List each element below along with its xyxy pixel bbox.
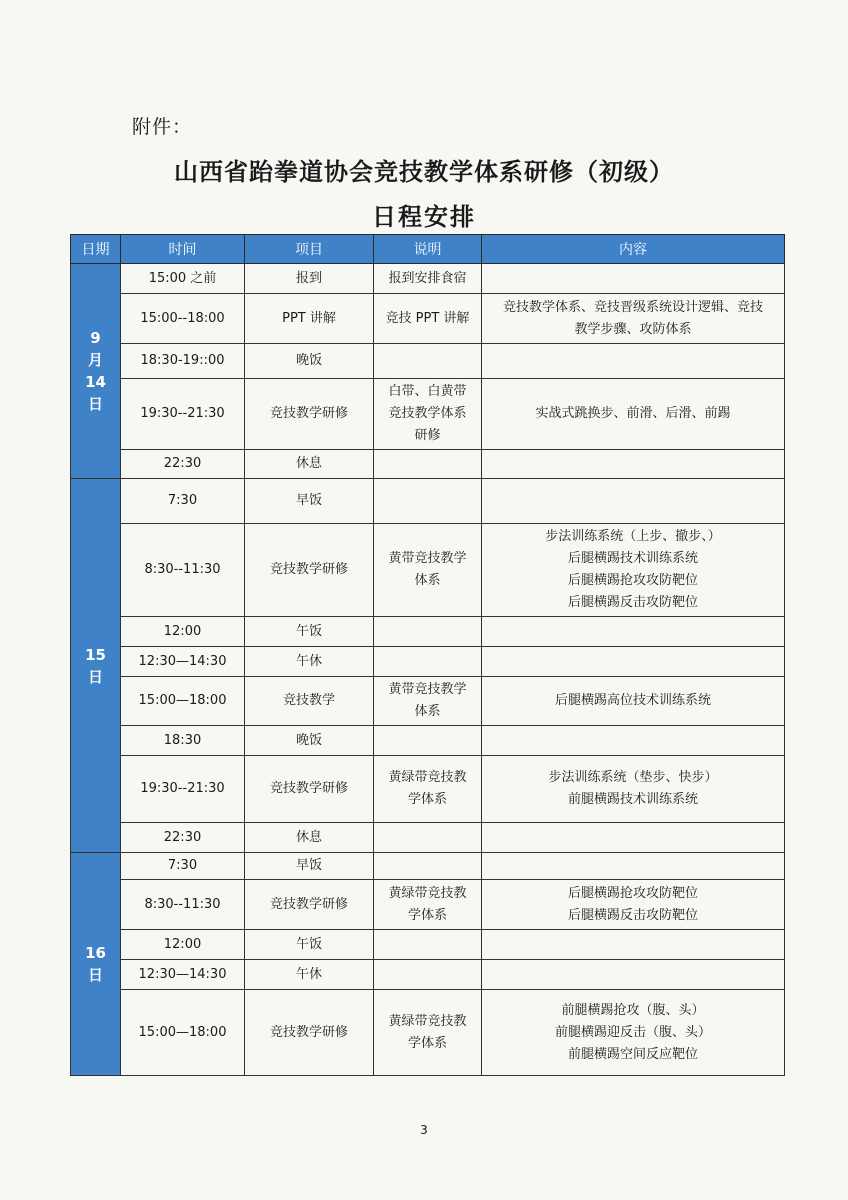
note-cell (374, 990, 482, 1076)
item-cell: 午饭 (245, 930, 374, 960)
schedule-body (71, 264, 785, 1076)
item-cell: 早饭 (245, 479, 374, 524)
content-line: 步法训练系统（垫步、快步） (548, 770, 718, 785)
note-line: 体系 (414, 704, 441, 719)
header-time: 时间 (121, 235, 245, 264)
table-row (71, 990, 785, 1076)
note-line: 报到安排食宿 (388, 270, 467, 286)
date-text: 14 (85, 373, 106, 391)
note-cell (374, 677, 482, 726)
content-cell (482, 294, 785, 344)
item-cell: 竞技教学 (245, 677, 374, 726)
note-cell (374, 379, 482, 450)
item-cell: 竞技教学研修 (245, 379, 374, 450)
time-cell: 8:30--11:30 (121, 524, 245, 617)
header-date: 日期 (71, 235, 121, 264)
content-line: 后腿横踢抢攻攻防靶位 (567, 573, 698, 588)
content-cell (482, 450, 785, 479)
time-cell: 12:30—14:30 (121, 647, 245, 677)
item-cell: PPT 讲解 (245, 294, 374, 344)
note-line: 黄带竞技教学 (388, 551, 467, 566)
content-line: 前腿横踢技术训练系统 (567, 792, 698, 807)
date-text: 日 (87, 966, 103, 984)
note-line: 白带、白黄带 (388, 384, 467, 399)
time-cell: 19:30--21:30 (121, 756, 245, 823)
document-subtitle: 日程安排 (372, 203, 476, 231)
item-cell: 早饭 (245, 853, 374, 880)
table-row (71, 880, 785, 930)
time-cell: 15:00 之前 (121, 264, 245, 294)
content-line: 竞技教学体系、竞技晋级系统设计逻辑、竞技 (502, 299, 763, 315)
date-text: 月 (87, 351, 103, 369)
table-row (71, 756, 785, 823)
item-cell: 午饭 (245, 617, 374, 647)
item-cell: 休息 (245, 450, 374, 479)
time-cell: 15:00--18:00 (121, 294, 245, 344)
note-cell (374, 960, 482, 990)
date-text: 日 (87, 395, 103, 413)
content-cell (482, 617, 785, 647)
content-cell (482, 930, 785, 960)
time-cell: 7:30 (121, 853, 245, 880)
content-line: 实战式跳换步、前滑、后滑、前踢 (535, 406, 731, 421)
note-cell (374, 853, 482, 880)
schedule-table (70, 234, 785, 1076)
table-row (71, 930, 785, 960)
content-line: 教学步骤、攻防体系 (574, 321, 692, 337)
item-cell: 午休 (245, 647, 374, 677)
content-cell (482, 264, 785, 294)
note-cell (374, 617, 482, 647)
content-line: 步法训练系统（上步、撤步、） (545, 529, 721, 544)
note-cell (374, 264, 482, 294)
content-line: 后腿横踢高位技术训练系统 (554, 693, 711, 708)
content-cell (482, 726, 785, 756)
table-row (71, 524, 785, 617)
note-line: 研修 (414, 428, 441, 443)
table-row (71, 677, 785, 726)
table-row (71, 344, 785, 379)
table-row (71, 647, 785, 677)
note-line: 学体系 (407, 907, 447, 923)
time-cell: 15:00—18:00 (121, 677, 245, 726)
time-cell: 19:30--21:30 (121, 379, 245, 450)
time-cell: 7:30 (121, 479, 245, 524)
attachment-label: 附件： (132, 116, 193, 138)
content-line: 后腿横踢技术训练系统 (567, 551, 698, 566)
note-cell (374, 524, 482, 617)
note-line: 竞技教学体系 (388, 406, 467, 421)
header-row (71, 235, 785, 264)
content-cell (482, 756, 785, 823)
date-text: 日 (87, 667, 103, 686)
note-line: 学体系 (407, 1035, 447, 1051)
content-cell (482, 344, 785, 379)
page-number: 3 (420, 1123, 428, 1137)
note-cell (374, 450, 482, 479)
note-cell (374, 344, 482, 379)
note-line: 竞技 PPT 讲解 (385, 310, 470, 326)
time-cell: 12:00 (121, 930, 245, 960)
content-line: 前腿横踢抢攻（腹、头） (561, 1002, 705, 1018)
content-line: 后腿横踢反击攻防靶位 (567, 907, 698, 923)
content-cell (482, 479, 785, 524)
note-cell (374, 479, 482, 524)
note-cell (374, 294, 482, 344)
header-note: 说明 (374, 235, 482, 264)
table-row (71, 960, 785, 990)
note-line: 黄绿带竞技教 (388, 885, 467, 901)
date-text: 15 (85, 645, 106, 664)
content-cell (482, 524, 785, 617)
item-cell: 竞技教学研修 (245, 524, 374, 617)
time-cell: 22:30 (121, 823, 245, 853)
date-cell (71, 264, 121, 479)
time-cell: 12:30—14:30 (121, 960, 245, 990)
content-line: 前腿横踢空间反应靶位 (567, 1046, 698, 1062)
note-cell (374, 647, 482, 677)
date-cell (71, 853, 121, 1076)
time-cell: 18:30 (121, 726, 245, 756)
time-cell: 15:00—18:00 (121, 990, 245, 1076)
content-cell (482, 379, 785, 450)
note-line: 黄绿带竞技教 (388, 770, 467, 785)
note-cell (374, 930, 482, 960)
content-cell (482, 853, 785, 880)
table-row (71, 264, 785, 294)
note-cell (374, 726, 482, 756)
time-cell: 18:30-19::00 (121, 344, 245, 379)
document-title: 山西省跆拳道协会竞技教学体系研修（初级） (174, 158, 674, 186)
note-line: 体系 (414, 573, 441, 588)
item-cell: 休息 (245, 823, 374, 853)
table-row (71, 450, 785, 479)
time-cell: 8:30--11:30 (121, 880, 245, 930)
content-line: 前腿横踢迎反击（腹、头） (554, 1024, 711, 1040)
time-cell: 12:00 (121, 617, 245, 647)
item-cell: 竞技教学研修 (245, 880, 374, 930)
item-cell: 报到 (245, 264, 374, 294)
item-cell: 晚饭 (245, 726, 374, 756)
content-cell (482, 823, 785, 853)
item-cell: 午休 (245, 960, 374, 990)
content-line: 后腿横踢抢攻攻防靶位 (567, 885, 698, 901)
date-cell (71, 479, 121, 853)
table-row (71, 617, 785, 647)
header-item: 项目 (245, 235, 374, 264)
content-cell (482, 960, 785, 990)
item-cell: 晚饭 (245, 344, 374, 379)
table-row (71, 823, 785, 853)
content-cell (482, 677, 785, 726)
note-line: 学体系 (407, 792, 447, 807)
content-line: 后腿横踢反击攻防靶位 (567, 595, 698, 610)
header-content: 内容 (482, 235, 785, 264)
table-row (71, 853, 785, 880)
time-cell: 22:30 (121, 450, 245, 479)
item-cell: 竞技教学研修 (245, 756, 374, 823)
item-cell: 竞技教学研修 (245, 990, 374, 1076)
date-text: 16 (85, 944, 106, 962)
content-cell (482, 880, 785, 930)
table-row (71, 479, 785, 524)
date-text: 9 (90, 329, 101, 347)
table-row (71, 294, 785, 344)
note-line: 黄带竞技教学 (388, 682, 467, 697)
content-cell (482, 647, 785, 677)
note-line: 黄绿带竞技教 (388, 1013, 467, 1029)
note-cell (374, 823, 482, 853)
note-cell (374, 756, 482, 823)
table-row (71, 726, 785, 756)
note-cell (374, 880, 482, 930)
content-cell (482, 990, 785, 1076)
table-row (71, 379, 785, 450)
